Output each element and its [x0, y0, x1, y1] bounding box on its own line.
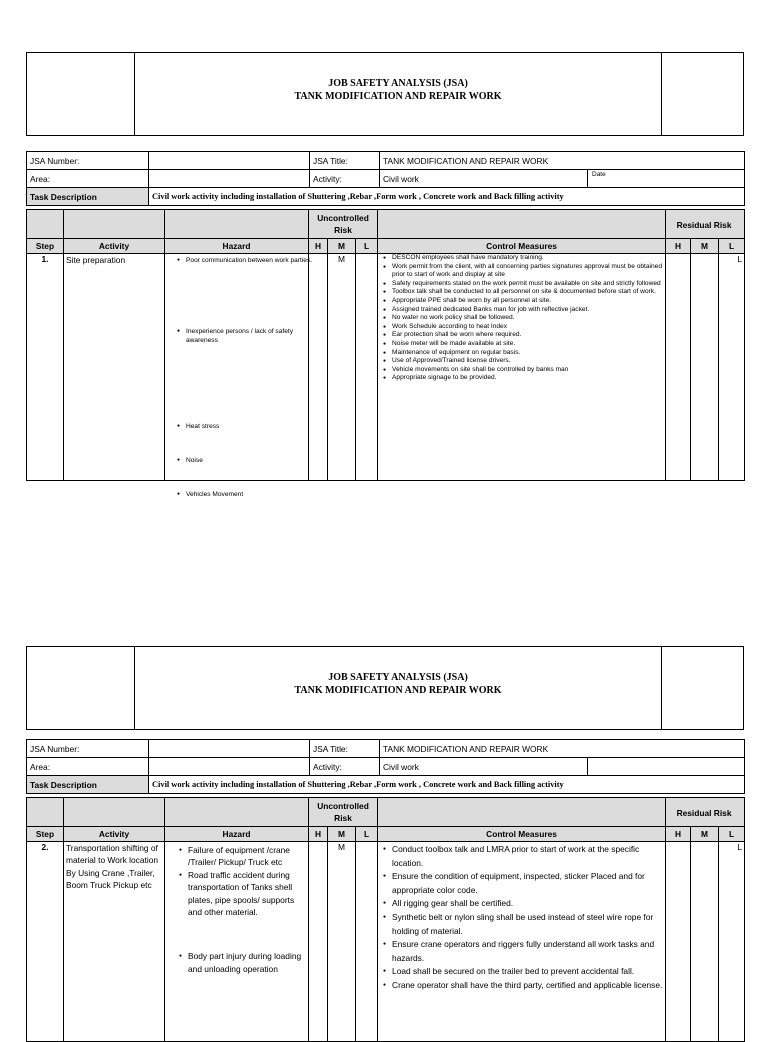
list-item: ● Crane operator shall have the third party, certified and applicable license.: [383, 979, 663, 993]
list-item: ● Load shall be secured on the trailer bed to prevent accidental fall.: [383, 965, 663, 979]
control-measures-cell: [378, 254, 666, 481]
document-title: [135, 77, 661, 103]
jsa-meta-table: [26, 739, 745, 794]
list-item: ● Inexperience persons / lack of safety awareness: [177, 327, 316, 345]
uncontrolled-risk-header: Uncontrolled Risk: [309, 798, 378, 827]
h-header: H: [309, 827, 328, 842]
list-item: ● Heat stress: [177, 422, 316, 431]
list-item: ● Vehicles Movement: [177, 490, 316, 499]
list-item: ● Poor communication between work parties.: [177, 256, 316, 265]
hazard-header: Hazard: [165, 827, 309, 842]
h-header: H: [309, 239, 328, 254]
step-number: 1.: [27, 254, 64, 481]
l-header: L: [356, 239, 378, 254]
document-header: [26, 646, 744, 730]
control-list: [380, 254, 663, 383]
list-item: ● No water no work policy shall be followed.: [383, 314, 663, 323]
jsa-meta-table: [26, 151, 745, 206]
uncontrolled-risk-header: Uncontrolled Risk: [309, 210, 378, 239]
jsa-number-value: [149, 740, 310, 758]
list-item: ● Work permit from the client, with all concerning parties signatures approval must be obtained prior to start of work and display at site: [383, 263, 663, 280]
activity-label: Activity:: [310, 758, 380, 776]
activity-text: Transportation shifting of material to Work location By Using Crane ,Trailer, Boom Truck Pickup etc: [64, 842, 165, 1042]
list-item: ● Work Schedule according to heat Index: [383, 323, 663, 332]
jsa-title-label: JSA Title:: [310, 152, 380, 170]
logo-box: [27, 53, 135, 135]
control-list: [380, 842, 663, 993]
hazard-header: Hazard: [165, 239, 309, 254]
m-header: M: [328, 239, 356, 254]
title-line-1: JOB SAFETY ANALYSIS (JSA): [328, 78, 468, 89]
list-item: ● Maintenance of equipment on regular basis.: [383, 349, 663, 358]
uncontrolled-m-value: M: [328, 254, 356, 481]
jsa-page-1: [26, 52, 744, 498]
list-item: ● Ensure the condition of equipment, inspected, sticker Placed and for appropriate color code.: [383, 870, 663, 897]
hazard-cell: [165, 842, 309, 1042]
m-header: M: [328, 827, 356, 842]
list-item: ● Toolbox talk shall be conducted to all personnel on site & documented before start of work.: [383, 288, 663, 297]
logo-box: [27, 647, 135, 729]
table-row: [27, 254, 745, 481]
task-description-label: Task Description: [27, 188, 149, 206]
list-item: ● Road traffic accident during transportation of Tanks shell plates, pipe spools/ supports and other material.: [179, 869, 306, 919]
residual-h-header: H: [666, 827, 691, 842]
residual-l-value: L: [719, 842, 745, 1042]
residual-risk-header: Residual Risk: [666, 210, 745, 239]
jsa-title-value: TANK MODIFICATION AND REPAIR WORK: [380, 152, 745, 170]
residual-m-header: M: [691, 827, 719, 842]
list-item: ● All rigging gear shall be certified.: [383, 897, 663, 911]
document-header: [26, 52, 744, 136]
list-item: ● Safety requirements stated on the work permit must be available on site and strictly followed: [383, 280, 663, 289]
activity-value: Civil work: [380, 170, 588, 188]
list-item: ● Body part injury during loading and unloading operation: [179, 950, 306, 975]
list-item: ● Use of Approved/Trained license drivers.: [383, 357, 663, 366]
jsa-main-table: [26, 797, 745, 1042]
control-measures-header: Control Measures: [378, 239, 666, 254]
uncontrolled-m-value: M: [328, 842, 356, 1042]
l-header: L: [356, 827, 378, 842]
document-title: [135, 671, 661, 697]
list-item: ● Noise meter will be made available at site.: [383, 340, 663, 349]
area-label: Area:: [27, 170, 149, 188]
task-description-value: Civil work activity including installation of Shuttering ,Rebar ,Form work , Concrete work and Back filling activity: [149, 188, 745, 206]
table-row: [27, 842, 745, 1042]
date-cell: [588, 758, 745, 776]
jsa-page-2: [26, 646, 744, 990]
area-value: [149, 758, 310, 776]
list-item: ● Ear protection shall be worn where required.: [383, 331, 663, 340]
jsa-main-table: [26, 209, 745, 498]
activity-header: Activity: [64, 827, 165, 842]
residual-l-value: L: [719, 254, 745, 481]
list-item: ● Ensure crane operators and riggers fully understand all work tasks and hazards.: [383, 938, 663, 965]
list-item: ● Appropriate signage to be provided.: [383, 374, 663, 383]
list-item: ● Vehicle movements on site shall be controlled by banks man: [383, 366, 663, 375]
jsa-title-label: JSA Title:: [310, 740, 380, 758]
jsa-number-label: JSA Number:: [27, 152, 149, 170]
revision-box: [661, 53, 743, 135]
title-line-2: TANK MODIFICATION AND REPAIR WORK: [294, 91, 502, 102]
hazard-list: [167, 254, 313, 498]
jsa-title-value: TANK MODIFICATION AND REPAIR WORK: [380, 740, 745, 758]
revision-box: [661, 647, 743, 729]
step-header: Step: [27, 239, 64, 254]
activity-value: Civil work: [380, 758, 588, 776]
activity-text: Site preparation: [64, 254, 165, 481]
list-item: ● Failure of equipment /crane /Trailer/ Pickup/ Truck etc: [179, 844, 306, 869]
list-item: ● Conduct toolbox talk and LMRA prior to start of work at the specific location.: [383, 843, 663, 870]
residual-l-header: L: [719, 239, 745, 254]
task-description-value: Civil work activity including installation of Shuttering ,Rebar ,Form work , Concrete work and Back filling activity: [149, 776, 745, 794]
jsa-number-value: [149, 152, 310, 170]
area-value: [149, 170, 310, 188]
list-item: ● Appropriate PPE shall be worn by all personnel at site.: [383, 297, 663, 306]
hazard-list: [167, 842, 306, 975]
task-description-label: Task Description: [27, 776, 149, 794]
date-label: Date: [592, 171, 606, 178]
title-line-1: JOB SAFETY ANALYSIS (JSA): [328, 672, 468, 683]
residual-h-header: H: [666, 239, 691, 254]
list-item: ● Noise: [177, 456, 316, 465]
jsa-number-label: JSA Number:: [27, 740, 149, 758]
date-cell: [588, 170, 745, 188]
area-label: Area:: [27, 758, 149, 776]
list-item: ● DESCON employees shall have mandatory training.: [383, 254, 663, 263]
residual-m-header: M: [691, 239, 719, 254]
activity-label: Activity:: [310, 170, 380, 188]
residual-risk-header: Residual Risk: [666, 798, 745, 827]
control-measures-header: Control Measures: [378, 827, 666, 842]
hazard-cell: [165, 254, 313, 498]
list-item: ● Synthetic belt or nylon sling shall be used instead of steel wire rope for holding of material.: [383, 911, 663, 938]
step-header: Step: [27, 827, 64, 842]
control-measures-cell: [378, 842, 666, 1042]
residual-l-header: L: [719, 827, 745, 842]
list-item: ● Assigned trained dedicated Banks man for job with reflective jacket.: [383, 306, 663, 315]
step-number: 2.: [27, 842, 64, 1042]
activity-header: Activity: [64, 239, 165, 254]
title-line-2: TANK MODIFICATION AND REPAIR WORK: [294, 685, 502, 696]
